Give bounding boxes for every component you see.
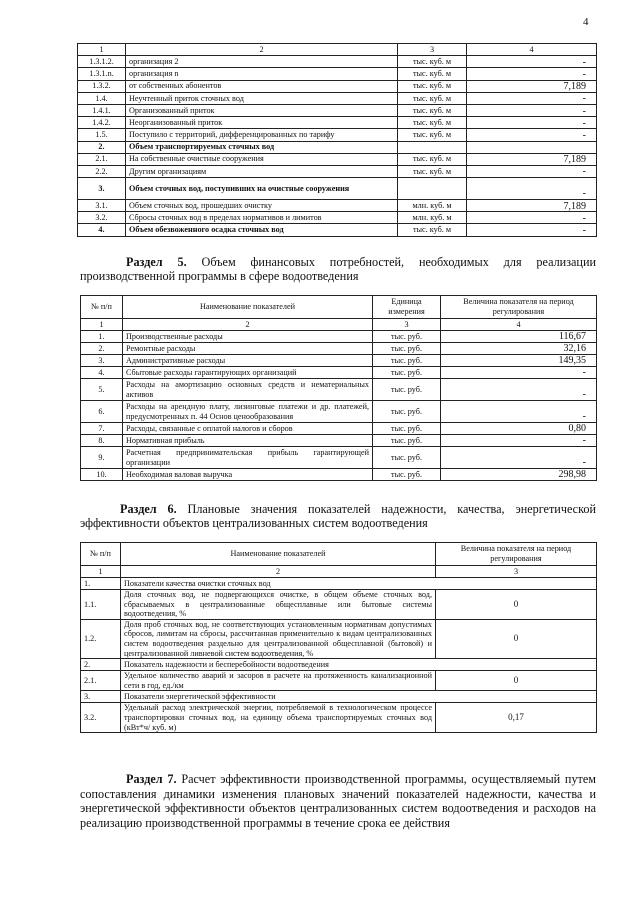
row-name: Сбросы сточных вод в пределах нормативов и лимитов: [126, 212, 398, 224]
row-number: 8.: [81, 435, 123, 447]
row-unit: тыс. куб. м: [398, 224, 467, 236]
row-number: 1.5.: [78, 129, 126, 141]
row-unit: тыс. руб.: [373, 343, 441, 355]
financial-needs-table: [80, 295, 597, 481]
row-value: 7,189: [467, 200, 597, 212]
section6-heading: [80, 503, 596, 530]
col-number: 4: [467, 44, 597, 56]
table-row: [78, 92, 597, 104]
col-number: 3: [373, 319, 441, 331]
row-number: 1.: [81, 331, 123, 343]
row-name: Расходы на арендную плату, лизинговые платежи и др. платежей, предусмотренных п. 44 Основ ценообразования: [123, 401, 373, 423]
row-name: Расходы, связанные с оплатой налогов и сборов: [123, 423, 373, 435]
row-unit: [398, 141, 467, 153]
row-value: 149,35: [441, 355, 597, 367]
row-value: -: [441, 367, 597, 379]
row-name: Неорганизованный приток: [126, 117, 398, 129]
row-unit: тыс. куб. м: [398, 92, 467, 104]
column-numbers-row: [81, 319, 597, 331]
table-row: [78, 141, 597, 153]
row-unit: тыс. куб. м: [398, 153, 467, 165]
row-unit: тыс. руб.: [373, 379, 441, 401]
table-row: [78, 68, 597, 80]
table-row: [81, 343, 597, 355]
row-unit: тыс. руб.: [373, 447, 441, 469]
row-number: 4.: [81, 367, 123, 379]
row-number: 1.4.1.: [78, 104, 126, 116]
row-number: 7.: [81, 423, 123, 435]
table-row: [78, 212, 597, 224]
section5-label: Раздел 5.: [126, 255, 187, 269]
row-value: 298,98: [441, 469, 597, 481]
row-name: Объем сточных вод, прошедших очистку: [126, 200, 398, 212]
row-name: Сбытовые расходы гарантирующих организаций: [123, 367, 373, 379]
table-row: [81, 435, 597, 447]
row-number: 1.1.: [81, 590, 121, 620]
row-number: 1.3.1.n.: [78, 68, 126, 80]
header-value: Величина показателя на период регулирования: [436, 543, 597, 566]
row-number: 1.4.2.: [78, 117, 126, 129]
col-number: 2: [121, 566, 436, 578]
row-number: 3.1.: [78, 200, 126, 212]
row-number: 5.: [81, 379, 123, 401]
table-row: [81, 619, 597, 658]
row-value: [467, 141, 597, 153]
wastewater-volume-table: [77, 43, 597, 237]
row-unit: тыс. руб.: [373, 367, 441, 379]
row-name: Расходы на амортизацию основных средств и нематериальных активов: [123, 379, 373, 401]
row-unit: тыс. куб. м: [398, 80, 467, 92]
row-number: 6.: [81, 401, 123, 423]
group-name: Показатель надежности и бесперебойности водоотведения: [121, 659, 597, 671]
table-header-row: [81, 543, 597, 566]
table-row: [78, 117, 597, 129]
row-name: Удельный расход электрической энергии, потребляемой в технологическом процессе транспортировки сточных вод, на единицу объема транспортируемых сточных вод (кВт*ч/ куб. м): [121, 703, 436, 733]
row-unit: тыс. куб. м: [398, 104, 467, 116]
table-row: [81, 331, 597, 343]
row-value: -: [467, 129, 597, 141]
row-unit: тыс. куб. м: [398, 129, 467, 141]
row-value: 0: [436, 671, 597, 691]
table-row: [78, 104, 597, 116]
header-unit: Единица измерения: [373, 296, 441, 319]
section6-title: Плановые значения показателей надежности, качества, энергетической эффективности объектов централизованных систем водоотведения: [80, 502, 596, 530]
col-number: 1: [81, 319, 123, 331]
header-name: Наименование показателей: [121, 543, 436, 566]
section6-label: Раздел 6.: [120, 502, 177, 516]
section7-heading: [80, 772, 596, 830]
row-number: 1.4.: [78, 92, 126, 104]
column-numbers-row: [78, 44, 597, 56]
table-row: [81, 355, 597, 367]
col-number: 3: [436, 566, 597, 578]
row-number: 4.: [78, 224, 126, 236]
group-row: [81, 659, 597, 671]
row-unit: млн. куб. м: [398, 200, 467, 212]
row-name: Ремонтные расходы: [123, 343, 373, 355]
row-value: 7,189: [467, 80, 597, 92]
row-number: 9.: [81, 447, 123, 469]
row-name: организация 2: [126, 56, 398, 68]
section7-label: Раздел 7.: [126, 772, 177, 786]
row-name: Административные расходы: [123, 355, 373, 367]
column-numbers-row: [81, 566, 597, 578]
row-number: 2.1.: [78, 153, 126, 165]
row-value: -: [441, 401, 597, 423]
row-name: На собственные очистные сооружения: [126, 153, 398, 165]
row-value: 116,67: [441, 331, 597, 343]
header-num: № п/п: [81, 296, 123, 319]
table-row: [81, 590, 597, 620]
col-number: 3: [398, 44, 467, 56]
row-unit: тыс. руб.: [373, 435, 441, 447]
row-name: Производственные расходы: [123, 331, 373, 343]
table-row: [81, 367, 597, 379]
row-unit: тыс. руб.: [373, 469, 441, 481]
row-unit: тыс. руб.: [373, 331, 441, 343]
row-value: 0,80: [441, 423, 597, 435]
row-number: 10.: [81, 469, 123, 481]
table-row: [78, 80, 597, 92]
group-row: [81, 691, 597, 703]
row-number: 2.: [81, 343, 123, 355]
page-number: 4: [583, 16, 589, 28]
row-value: 7,189: [467, 153, 597, 165]
row-number: 1.3.2.: [78, 80, 126, 92]
row-number: 2.: [78, 141, 126, 153]
table-row: [81, 401, 597, 423]
table-row: [78, 153, 597, 165]
table-row: [81, 447, 597, 469]
row-number: 3.: [81, 691, 121, 703]
row-value: -: [467, 165, 597, 177]
row-value: -: [467, 224, 597, 236]
header-value: Величина показателя на период регулирования: [441, 296, 597, 319]
row-number: 2.2.: [78, 165, 126, 177]
section5-heading: [80, 256, 596, 283]
row-name: от собственных абонентов: [126, 80, 398, 92]
row-value: -: [441, 379, 597, 401]
row-unit: млн. куб. м: [398, 212, 467, 224]
table-row: [81, 671, 597, 691]
row-unit: тыс. куб. м: [398, 117, 467, 129]
table-row: [78, 200, 597, 212]
header-num: № п/п: [81, 543, 121, 566]
col-number: 1: [78, 44, 126, 56]
row-value: -: [467, 117, 597, 129]
row-number: 3.2.: [78, 212, 126, 224]
col-number: 4: [441, 319, 597, 331]
row-value: -: [467, 68, 597, 80]
group-name: Показатели качества очистки сточных вод: [121, 578, 597, 590]
row-number: 3.2.: [81, 703, 121, 733]
row-name: организация n: [126, 68, 398, 80]
row-value: 32,16: [441, 343, 597, 355]
row-name: Доля проб сточных вод, не соответствующих установленным нормативам допустимых сбросов, лимитам на сбросы, рассчитанная применительно к видам централизованных систем водоотведения раздельно для централизованной общесплавной (бытовой) и централизованной ливневой систем водоотведения, %: [121, 619, 436, 658]
row-name: Организованный приток: [126, 104, 398, 116]
row-name: Расчетная предпринимательская прибыль гарантирующей организации: [123, 447, 373, 469]
row-number: 1.3.1.2.: [78, 56, 126, 68]
col-number: 1: [81, 566, 121, 578]
row-unit: тыс. руб.: [373, 423, 441, 435]
section7-title: Расчет эффективности производственной программы, осуществляемый путем сопоставления динамики изменения плановых значений показателей надежности, качества и энергетической эффективности объектов централизованных систем водоотведения и расходов на реализацию производственной программы в течение срока ее действия: [80, 772, 596, 830]
group-name: Показатели энергетической эффективности: [121, 691, 597, 703]
table-row: [81, 469, 597, 481]
table-row: [81, 423, 597, 435]
row-number: 3.: [81, 355, 123, 367]
table-row: [81, 703, 597, 733]
row-value: -: [467, 212, 597, 224]
reliability-indicators-table: [80, 542, 597, 733]
group-row: [81, 578, 597, 590]
row-value: -: [467, 92, 597, 104]
row-number: 1.: [81, 578, 121, 590]
table-header-row: [81, 296, 597, 319]
section5-title: Объем финансовых потребностей, необходимых для реализации производственной программы в сфере водоотведения: [80, 255, 596, 283]
row-number: 2.1.: [81, 671, 121, 691]
row-value: -: [441, 435, 597, 447]
row-name: Необходимая валовая выручка: [123, 469, 373, 481]
row-name: Объем сточных вод, поступивших на очистные сооружения: [126, 178, 398, 200]
row-value: -: [467, 178, 597, 200]
header-name: Наименование показателей: [123, 296, 373, 319]
row-value: 0: [436, 619, 597, 658]
row-number: 3.: [78, 178, 126, 200]
row-name: Поступило с территорий, дифференцированных по тарифу: [126, 129, 398, 141]
table-row: [81, 379, 597, 401]
row-number: 1.2.: [81, 619, 121, 658]
col-number: 2: [123, 319, 373, 331]
table-row: [78, 56, 597, 68]
row-name: Объем обезвоженного осадка сточных вод: [126, 224, 398, 236]
row-name: Нормативная прибыль: [123, 435, 373, 447]
col-number: 2: [126, 44, 398, 56]
table-row: [78, 165, 597, 177]
row-unit: тыс. куб. м: [398, 56, 467, 68]
table-row: [78, 178, 597, 200]
row-unit: тыс. куб. м: [398, 165, 467, 177]
table-row: [78, 129, 597, 141]
row-unit: тыс. руб.: [373, 401, 441, 423]
row-name: Неучтенный приток сточных вод: [126, 92, 398, 104]
table-row: [78, 224, 597, 236]
row-number: 2.: [81, 659, 121, 671]
row-name: Объем транспортируемых сточных вод: [126, 141, 398, 153]
row-value: -: [467, 56, 597, 68]
row-value: 0: [436, 590, 597, 620]
row-unit: тыс. руб.: [373, 355, 441, 367]
row-unit: [398, 178, 467, 200]
row-name: Удельное количество аварий и засоров в расчете на протяженность канализационной сети в год, ед./км: [121, 671, 436, 691]
row-name: Доля сточных вод, не подвергающихся очистке, в общем объеме сточных вод, сбрасываемых в централизованные общесплавные или бытовые системы водоотведения, %: [121, 590, 436, 620]
row-unit: тыс. куб. м: [398, 68, 467, 80]
row-value: -: [441, 447, 597, 469]
row-value: 0,17: [436, 703, 597, 733]
row-name: Другим организациям: [126, 165, 398, 177]
row-value: -: [467, 104, 597, 116]
